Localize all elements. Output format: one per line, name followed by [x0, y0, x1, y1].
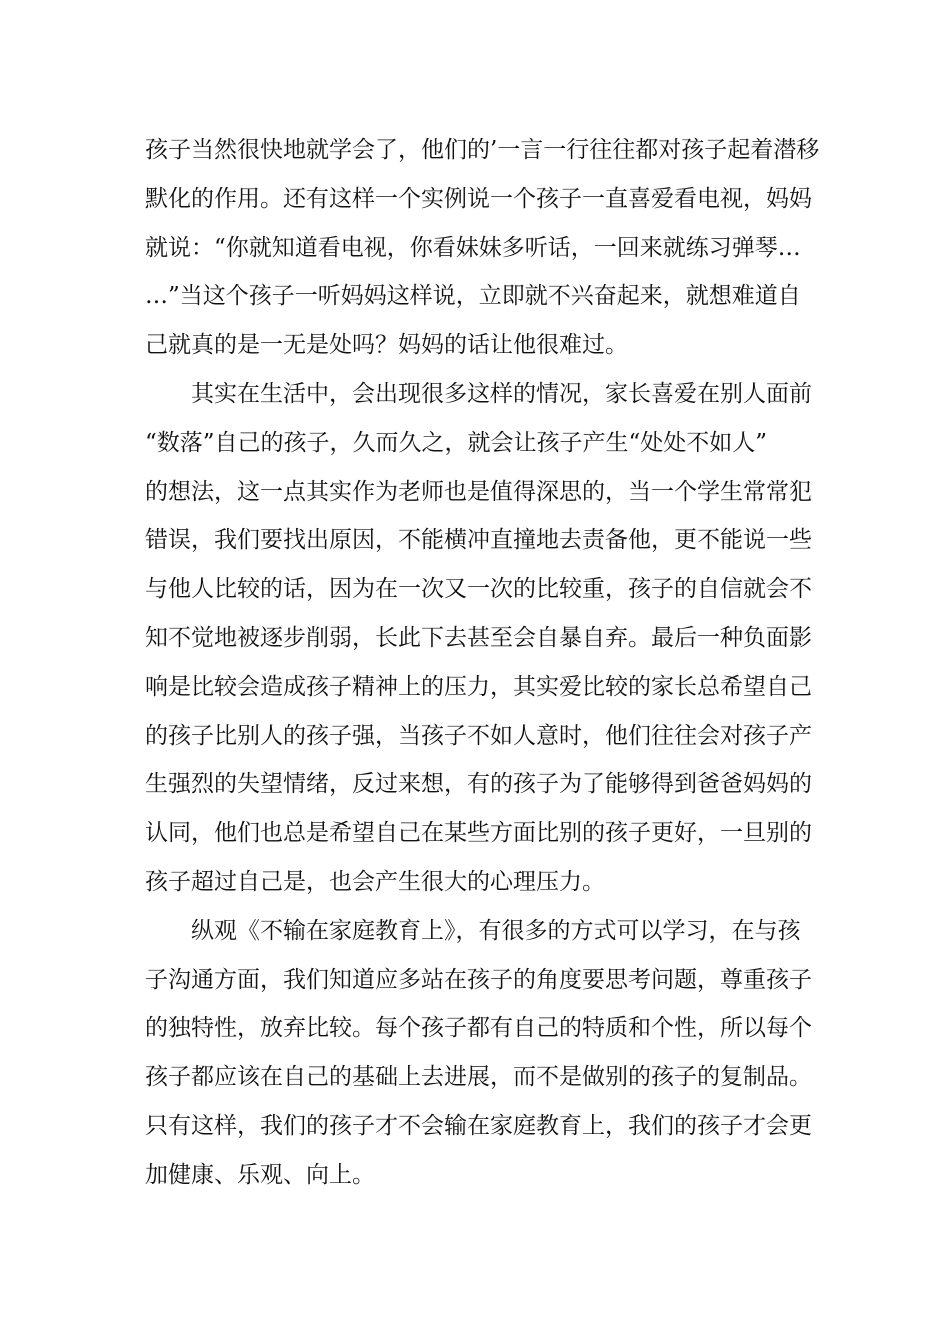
text-line: …”当这个孩子一听妈妈这样说，立即就不兴奋起来，就想难道自: [145, 283, 801, 310]
document-body: [145, 126, 820, 1200]
text-line: 认同，他们也总是希望自己在某些方面比别的孩子更好，一旦别的: [145, 820, 812, 847]
text-line: “数落”自己的孩子，久而久之，就会让孩子产生“处处不如人”: [145, 429, 768, 456]
text-line: 的孩子比别人的孩子强，当孩子不如人意时，他们往往会对孩子产: [145, 722, 812, 749]
text-line: 只有这样，我们的孩子才不会输在家庭教育上，我们的孩子才会更: [145, 1112, 812, 1139]
paragraph-2: [145, 370, 812, 907]
text-line: 错误，我们要找出原因，不能横冲直撞地去责备他，更不能说一些: [145, 527, 812, 554]
paragraph-1: [145, 126, 820, 370]
text-line-indented: 纵观《不输在家庭教育上》，有很多的方式可以学习，在与孩: [191, 917, 801, 944]
text-line: 孩子当然很快地就学会了，他们的’一言一行往往都对孩子起着潜移: [145, 137, 820, 163]
text-line: 知不觉地被逐步削弱，长此下去甚至会自暴自弃。最后一种负面影: [145, 624, 812, 651]
text-line: 己就真的是一无是处吗？妈妈的话让他很难过。: [145, 332, 628, 359]
text-line: 与他人比较的话，因为在一次又一次的比较重，孩子的自信就会不: [145, 576, 812, 603]
text-line: 的独特性，放弃比较。每个孩子都有自己的特质和个性，所以每个: [145, 1015, 812, 1042]
text-line: 就说：“你就知道看电视，你看妹妹多听话，一回来就练习弹琴…: [145, 234, 801, 261]
text-line: 默化的作用。还有这样一个实例说一个孩子一直喜爱看电视，妈妈: [145, 185, 812, 212]
paragraph-3: [145, 907, 812, 1200]
text-line: 响是比较会造成孩子精神上的压力，其实爱比较的家长总希望自己: [145, 673, 812, 700]
text-line: 加健康、乐观、向上。: [145, 1161, 375, 1188]
text-line: 的想法，这一点其实作为老师也是值得深思的，当一个学生常常犯: [145, 478, 812, 505]
text-line: 孩子都应该在自己的基础上去进展，而不是做别的孩子的复制品。: [145, 1064, 812, 1091]
text-line: 生强烈的失望情绪，反过来想，有的孩子为了能够得到爸爸妈妈的: [145, 771, 812, 798]
text-line: 孩子超过自己是，也会产生很大的心理压力。: [145, 868, 605, 895]
text-line-indented: 其实在生活中，会出现很多这样的情况，家长喜爱在别人面前: [191, 380, 812, 407]
text-line: 子沟通方面，我们知道应多站在孩子的角度要思考问题，尊重孩子: [145, 966, 812, 993]
